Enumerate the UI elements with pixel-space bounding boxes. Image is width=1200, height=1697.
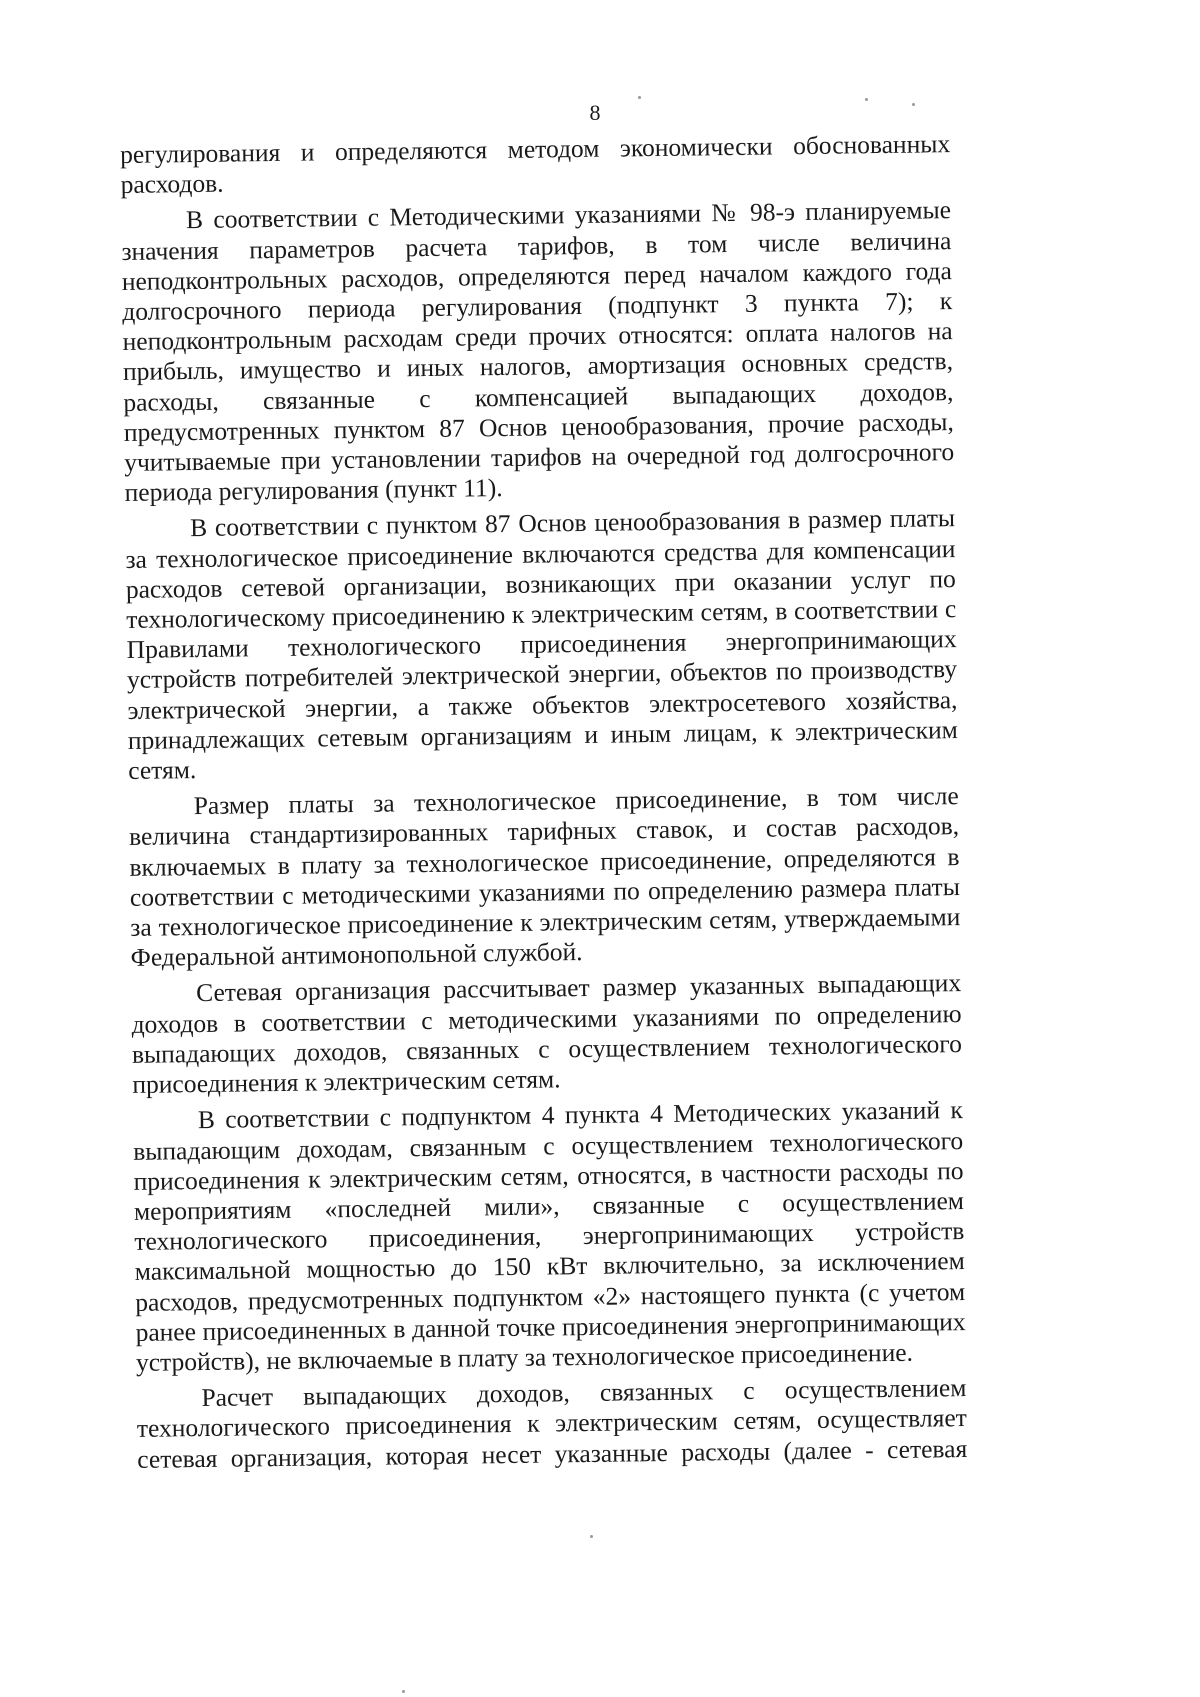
paragraph-network-organization: Сетевая организация рассчитывает размер указанных выпадающих доходов в соответствии с методическими указаниями по определению выпадающих доходов, связанных с осуществлением технологического присоединения к электрическим сетям. (131, 968, 963, 1100)
paragraph-last-mile: В соответствии с подпунктом 4 пункта 4 Методических указаний к выпадающим доходам, связанным с осуществлением технологического присоединения к электрическим сетям, относятся, в частности расходы по мероприятиям «последней мили», связанные с осуществлением технологического присоединения, энергопринимающих устройств максимальной мощностью до 150 кВт включительно, за исключением расходов, предусмотренных подпунктом «2» настоящего пункта (с учетом ранее присоединенных в данной точке присоединения энергопринимающих устройств), не включаемые в плату за технологическое присоединение. (133, 1095, 966, 1377)
paragraph-methodical-guidelines: В соответствии с Методическими указаниями № 98-э планируемые значения параметров расчета тарифов, в том числе величина неподконтрольных расходов, определяются перед началом каждого года долгосрочного периода регулирования (подпункт 3 пункта 7); к неподконтрольным расходам среди прочих относятся: оплата налогов на прибыль, имущество и иных налогов, амортизация основных средств, расходы, связанные с компенсацией выпадающих доходов, предусмотренных пунктом 87 Основ ценообразования, прочие расходы, учитываемые при установлении тарифов на очередной год долгосрочного периода регулирования (пункт 11). (121, 195, 955, 508)
paragraph-continuation: регулирования и определяются методом экономически обоснованных расходов. (120, 129, 951, 200)
scan-speck (590, 1535, 593, 1538)
paragraph-calculation: Расчет выпадающих доходов, связанных с осуществлением технологического присоединения к электрическим сетям, осуществляет сетевая организация, которая несет указанные расходы (далее - сетевая (136, 1373, 968, 1474)
document-body (120, 129, 967, 1480)
scan-speck (912, 103, 915, 106)
paragraph-pricing-fundamentals: В соответствии с пунктом 87 Основ ценообразования в размер платы за технологическое присоединение включаются средства для компенсации расходов сетевой организации, возникающих при оказании услуг по технологическому присоединению к электрическим сетям, в соответствии с Правилами технологического присоединения энергопринимающих устройств потребителей электрической энергии, объектов по производству электрической энергии, а также объектов электросетевого хозяйства, принадлежащих сетевым организациям и иным лицам, к электрическим сетям. (125, 503, 958, 786)
paragraph-connection-fee: Размер платы за технологическое присоединение, в том числе величина стандартизированных тарифных ставок, и состав расходов, включаемых в плату за технологическое присоединение, определяются в соответствии с методическими указаниями по определению размера платы за технологическое присоединение к электрическим сетям, утверждаемыми Федеральной антимонопольной службой. (128, 781, 961, 973)
scan-speck (865, 98, 868, 101)
scan-speck (402, 1690, 405, 1693)
page-number: 8 (589, 100, 601, 125)
scan-speck (638, 96, 641, 99)
